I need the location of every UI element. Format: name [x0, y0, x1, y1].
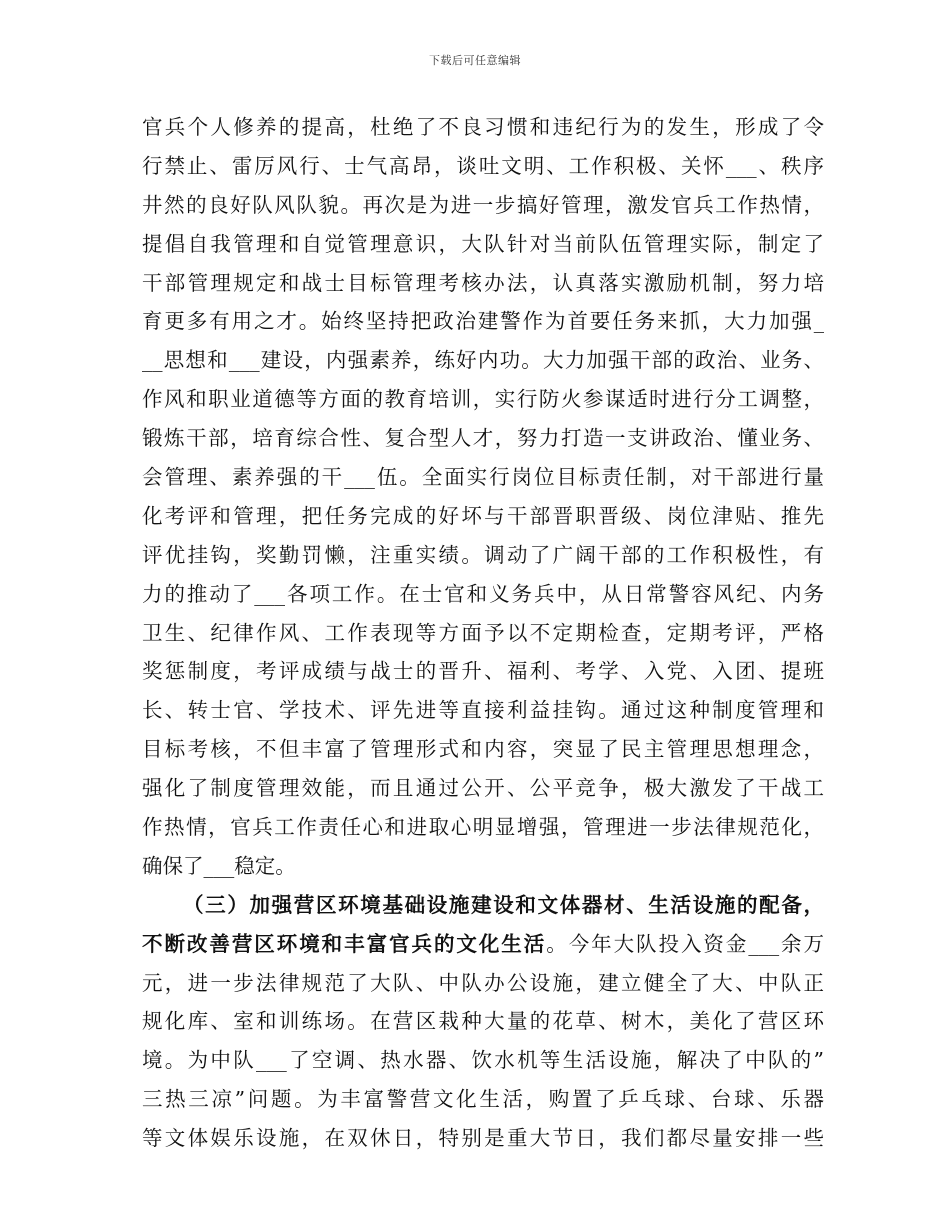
paragraph-line: 三热三凉”问题。为丰富警营文化生活，购置了乒乓球、台球、乐器: [142, 1087, 824, 1112]
paragraph-line: 元，进一步法律规范了大队、中队办公设施，建立健全了大、中队正: [142, 970, 824, 995]
paragraph-line: 规化库、室和训练场。在营区栽种大量的花草、树木，美化了营区环: [142, 1009, 824, 1034]
paragraph-line: 奖惩制度，考评成绩与战士的晋升、福利、考学、入党、入团、提班: [142, 659, 824, 684]
paragraph-line: 官兵个人修养的提高，杜绝了不良习惯和违纪行为的发生，形成了令: [142, 115, 824, 139]
page-header: 下载后可任意编辑: [429, 54, 521, 67]
paragraph-line: __思想和___建设，内强素养，练好内功。大力加强干部的政治、业务、: [142, 348, 824, 373]
paragraph-line: 评优挂钩，奖勤罚懒，注重实绩。调动了广阔干部的工作积极性，有: [142, 542, 824, 567]
paragraph-line: 锻炼干部，培育综合性、复合型人才，努力打造一支讲政治、懂业务、: [142, 426, 824, 451]
section-paragraph-start: 。今年大队投入资金___余万: [546, 931, 825, 956]
section-heading: （三）加强营区环境基础设施建设和文体器材、生活设施的配备，: [183, 892, 824, 917]
paragraph-line: 井然的良好队风队貌。再次是为进一步搞好管理，激发官兵工作热情，: [142, 192, 824, 217]
paragraph-line: 干部管理规定和战士目标管理考核办法，认真落实激励机制，努力培: [142, 270, 824, 295]
paragraph-line: 卫生、纪律作风、工作表现等方面予以不定期检查，定期考评，严格: [142, 620, 824, 645]
paragraph-line: 化考评和管理，把任务完成的好坏与干部晋职晋级、岗位津贴、推先: [142, 503, 824, 528]
section-heading-bold: 不断改善营区环境和丰富官兵的文化生活: [142, 931, 547, 956]
paragraph-line: 长、转士官、学技术、评先进等直接利益挂钩。通过这种制度管理和: [142, 698, 824, 723]
paragraph-line: 会管理、素养强的干___伍。全面实行岗位目标责任制，对干部进行量: [142, 465, 824, 490]
paragraph-line: 确保了___稳定。: [142, 853, 296, 878]
document-body: [142, 108, 824, 1158]
paragraph-line: 提倡自我管理和自觉管理意识，大队针对当前队伍管理实际，制定了: [142, 231, 824, 256]
section-heading-continued: [142, 925, 824, 964]
paragraph-line: 育更多有用之才。始终坚持把政治建警作为首要任务来抓，大力加强_: [142, 309, 824, 334]
paragraph-line: 作热情，官兵工作责任心和进取心明显增强，管理进一步法律规范化，: [142, 815, 824, 840]
paragraph-line: 行禁止、雷厉风行、士气高昂，谈吐文明、工作积极、关怀___、秩序: [142, 153, 824, 178]
paragraph-line: 境。为中队___了空调、热水器、饮水机等生活设施，解决了中队的”: [142, 1048, 824, 1073]
paragraph-line: 强化了制度管理效能，而且通过公开、公平竞争，极大激发了干战工: [142, 776, 824, 801]
paragraph-line: 力的推动了___各项工作。在士官和义务兵中，从日常警容风纪、内务: [142, 581, 824, 606]
paragraph-line: 等文体娱乐设施，在双休日，特别是重大节日，我们都尽量安排一些: [142, 1126, 824, 1151]
paragraph-line: 目标考核，不但丰富了管理形式和内容，突显了民主管理思想理念，: [142, 737, 824, 762]
paragraph-line: 作风和职业道德等方面的教育培训，实行防火参谋适时进行分工调整，: [142, 387, 824, 412]
